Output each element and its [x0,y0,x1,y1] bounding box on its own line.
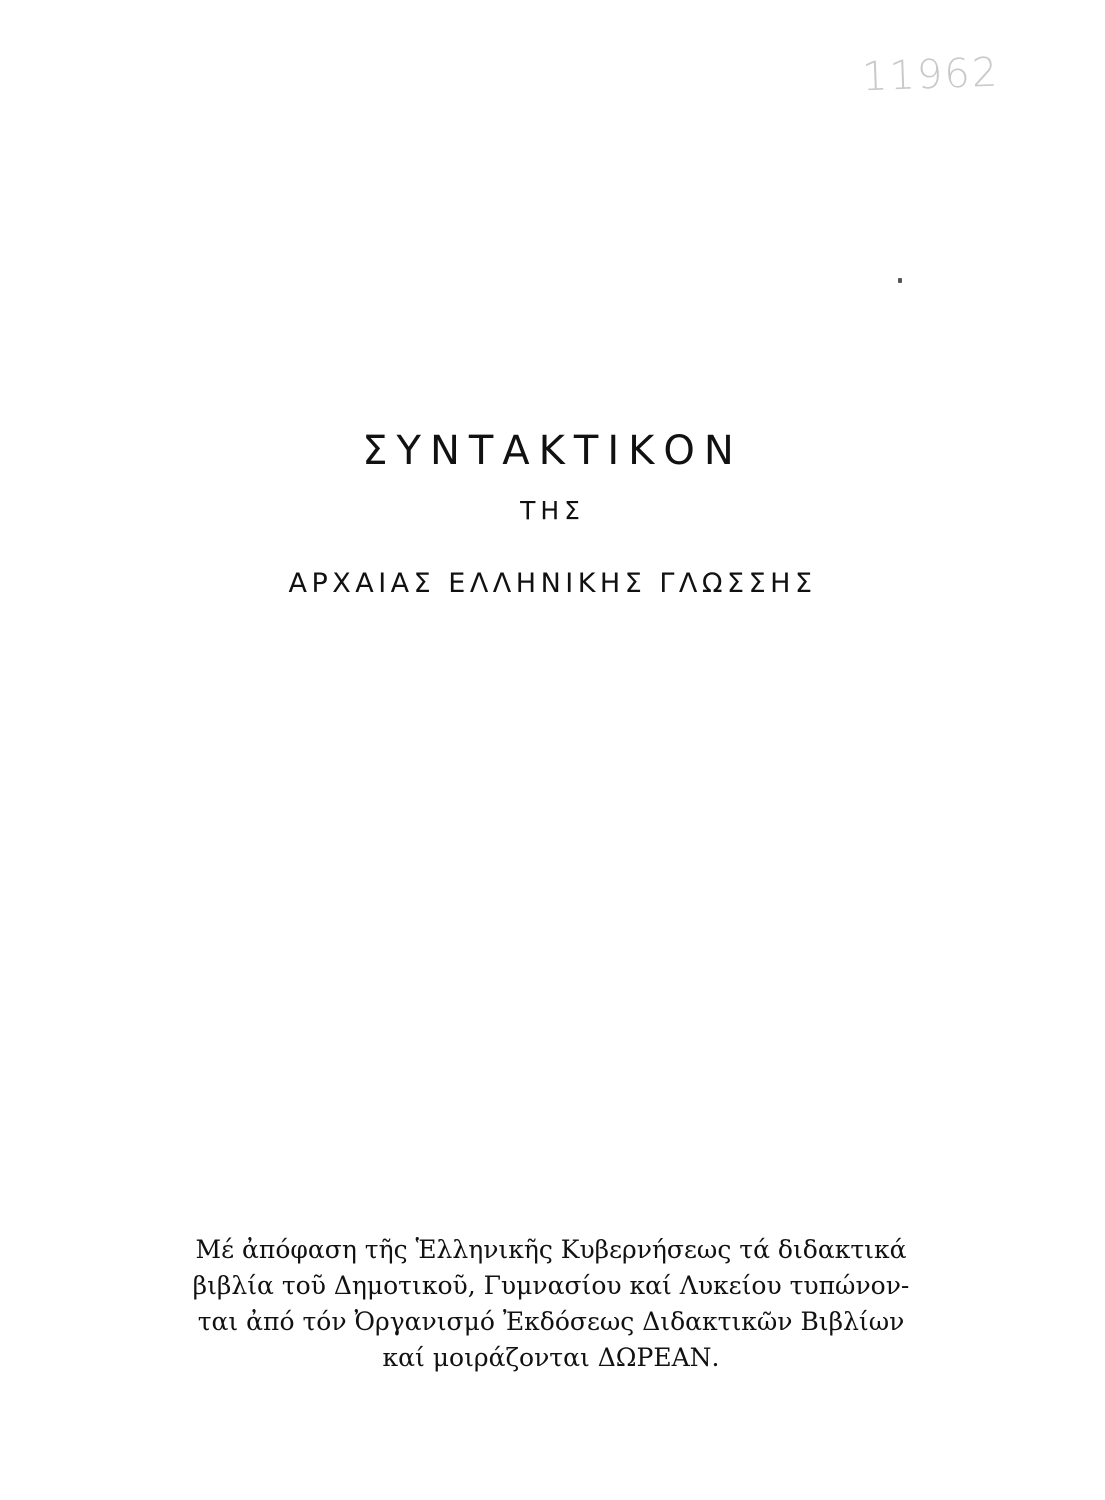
book-subtitle-article: ΤΗΣ [520,496,585,525]
free-distribution-notice [136,1232,966,1376]
book-subtitle: ΑΡΧΑΙΑΣ ΕΛΛΗΝΙΚΗΣ ΓΛΩΣΣΗΣ [288,568,817,599]
notice-line: ται ἀπό τόν Ὀργανισμό Ἐκδόσεως Διδακτικῶν Βιβλίων [197,1307,905,1336]
notice-line: βιβλία τοῦ Δημοτικοῦ, Γυμνασίου καί Λυκείου τυπώνον- [192,1271,910,1300]
book-title: ΣΥΝΤΑΚΤΙΚΟΝ [362,428,743,474]
notice-line: Μέ ἀπόφαση τῆς Ἑλληνικῆς Κυβερνήσεως τά διδακτικά [195,1235,907,1264]
ink-speck [898,278,902,283]
handwritten-number: 11962 [861,49,1001,101]
notice-line: καί μοιράζονται ΔΩΡΕΑΝ. [382,1343,720,1372]
